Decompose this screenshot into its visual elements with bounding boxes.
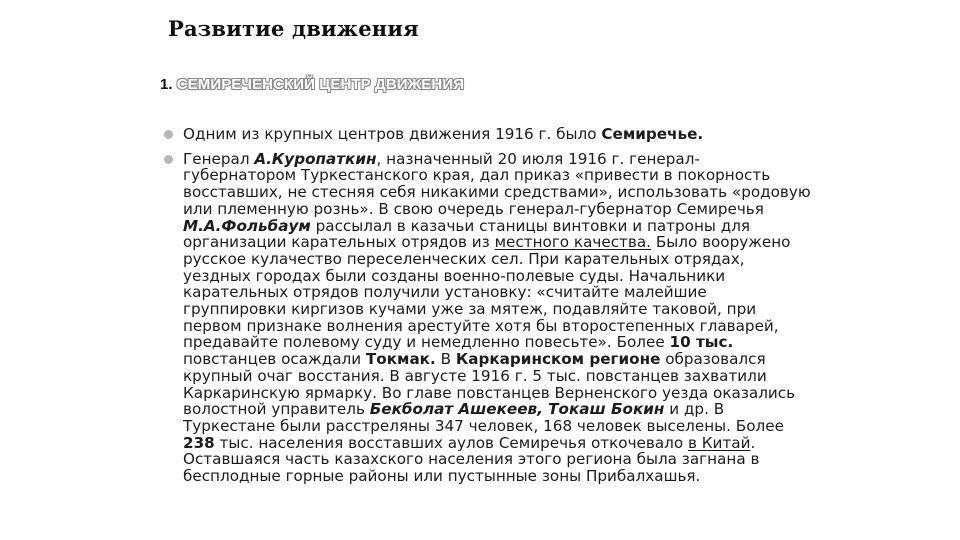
text-run: и др. В Туркестане были расстреляны 347 человек, 168 человек выселены. Более xyxy=(183,400,784,435)
text-run-bold: Токмак. xyxy=(365,350,436,369)
text-run: В xyxy=(435,350,456,369)
person-name: М.А.Фольбаум xyxy=(183,216,311,235)
bullet-icon xyxy=(164,155,173,164)
text-run: повстанцев осаждали xyxy=(183,350,366,369)
text-run-bold: Каркаринском регионе xyxy=(455,350,661,369)
section-number: 1. xyxy=(160,76,173,93)
section-heading xyxy=(160,76,464,93)
person-name: Бекболат Ашекеев, Токаш Бокин xyxy=(369,400,665,419)
bullet-list xyxy=(162,126,812,485)
text-run: Одним из крупных центров движения 1916 г. было xyxy=(183,125,602,143)
person-name: А.Куропаткин xyxy=(254,149,377,168)
text-run-bold: 10 тыс. xyxy=(669,333,734,352)
text-run: , назначенный 20 июля 1916 г. генерал-губернатором Туркестанского края, дал приказ «привести в покорность восставших, не стесняя себя никакими средствами», использовать «родовую или племенную рознь». В свою очередь генерал-губернатор Семиречья xyxy=(183,149,811,218)
text-run-bold: Семиречье. xyxy=(601,125,704,143)
list-item xyxy=(162,151,812,485)
underlined-text: местного качества. xyxy=(494,233,651,252)
bullet-text xyxy=(183,126,812,143)
text-run: тыс. населения восставших аулов Семиречья откочевало xyxy=(214,433,688,452)
bullet-text xyxy=(183,151,812,485)
text-run: Было вооружено русское кулачество переселенческих сел. При карательных отрядах, уездных городах были созданы военно-полевые суды. Начальники карательных отрядов получили установку: «считайте малейшие группировки киргизов кучами уже за мятеж, подавляйте таковой, при первом признаке волнения арестуйте хотя бы второстепенных главарей, предавайте полевому суду и немедленно повесьте». Более xyxy=(183,233,791,352)
text-run: образовался крупный очаг восстания. В августе 1916 г. 5 тыс. повстанцев захватили Каркаринскую ярмарку. Во главе повстанцев Верненского уезда оказались волостной управитель xyxy=(183,350,796,419)
text-run: Генерал xyxy=(183,149,255,168)
text-run: рассылал в казачьи станицы винтовки и патроны для организации карательных отрядов из xyxy=(183,216,751,252)
section-heading-text: СЕМИРЕЧЕНСКИЙ ЦЕНТР ДВИЖЕНИЯ xyxy=(176,76,465,93)
underlined-text: в Китай xyxy=(687,433,751,452)
slide-title: Развитие движения xyxy=(168,16,419,41)
bullet-icon xyxy=(164,130,173,139)
list-item xyxy=(162,126,812,143)
text-run-bold: 238 xyxy=(183,433,215,452)
text-run: . Оставшаяся часть казахского населения этого региона была загнана в бесплодные горные районы или пустынные зоны Прибалхашья. xyxy=(183,433,760,486)
